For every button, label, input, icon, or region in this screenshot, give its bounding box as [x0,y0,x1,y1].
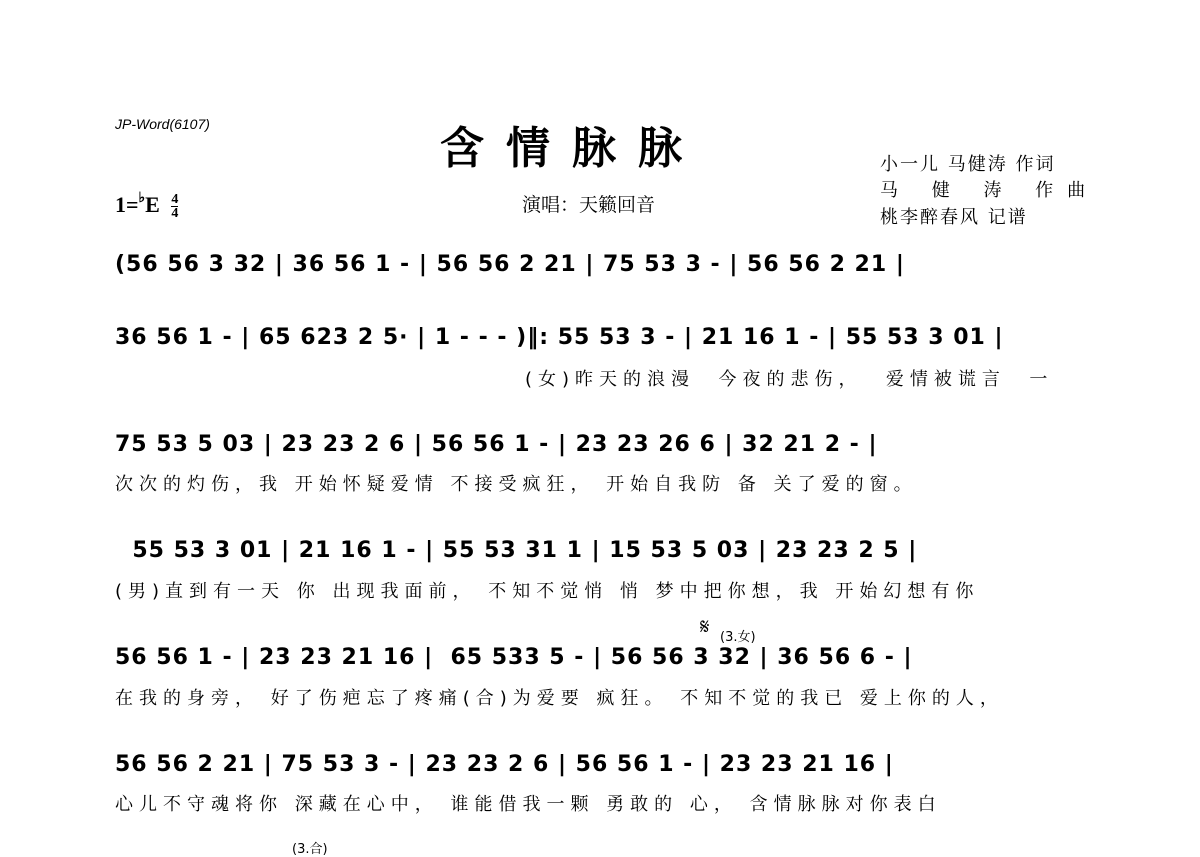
flat-symbol: ♭ [138,191,146,206]
notation-line-3: 75 53 5 03 | 23 23 2 6 | 56 56 1 - | 23 23 26 6 | 32 21 2 - | [115,432,878,457]
song-title: 含情脉脉 [440,123,704,174]
lyrics-line-5: 在我的身旁， 好了伤疤忘了疼痛(合)为爱要 疯狂。 不知不觉的我已 爱上你的人， [115,688,1004,709]
lyrics-line-2: (女)昨天的浪漫 今夜的悲伤， 爱情被谎言 一 [525,369,1054,390]
lyrics-line-3: 次次的灼伤，我 开始怀疑爱情 不接受疯狂， 开始自我防 备 关了爱的窗。 [115,474,918,495]
composer-credit: 马 健 涛 作曲 [880,180,1100,201]
segno-icon: 𝄋 [700,615,710,640]
notation-line-5: 56 56 1 - | 23 23 21 16 | 65 533 5 - | 56 56 3 32 | 36 56 6 - | [115,645,913,670]
bottom-part-label: (3.合) [292,842,328,857]
time-signature [171,193,178,220]
notation-line-4: 55 53 3 01 | 21 16 1 - | 55 53 31 1 | 15 53 5 03 | 23 23 2 5 | [115,538,918,563]
watermark-text: JP-Word(6107) [115,116,210,132]
transcriber-credit: 桃李醉春风 记谱 [880,207,1028,228]
notation-line-1: (56 56 3 32 | 36 56 1 - | 56 56 2 21 | 75 53 3 - | 56 56 2 21 | [115,252,905,277]
segno-label: (3.女) [720,630,756,645]
key-note: E [145,192,160,217]
key-signature [115,190,178,220]
notation-line-2: 36 56 1 - | 65 623 2 5· | 1 - - - )‖: 55 53 3 - | 21 16 1 - | 55 53 3 01 | [115,325,1004,350]
lyricist-credit: 小一儿 马健涛 作词 [880,154,1056,175]
key-prefix: 1= [115,192,139,217]
singer-credit: 演唱：天籁回音 [522,194,656,216]
meter-top: 4 [171,192,179,208]
meter-bottom: 4 [171,206,179,222]
lyrics-line-4: (男)直到有一天 你 出现我面前， 不知不觉悄 悄 梦中把你想，我 开始幻想有你 [115,581,980,602]
notation-line-6: 56 56 2 21 | 75 53 3 - | 23 23 2 6 | 56 56 1 - | 23 23 21 16 | [115,752,894,777]
lyrics-line-6: 心儿不守魂将你 深藏在心中， 谁能借我一颗 勇敢的 心， 含情脉脉对你表白 [115,794,942,815]
